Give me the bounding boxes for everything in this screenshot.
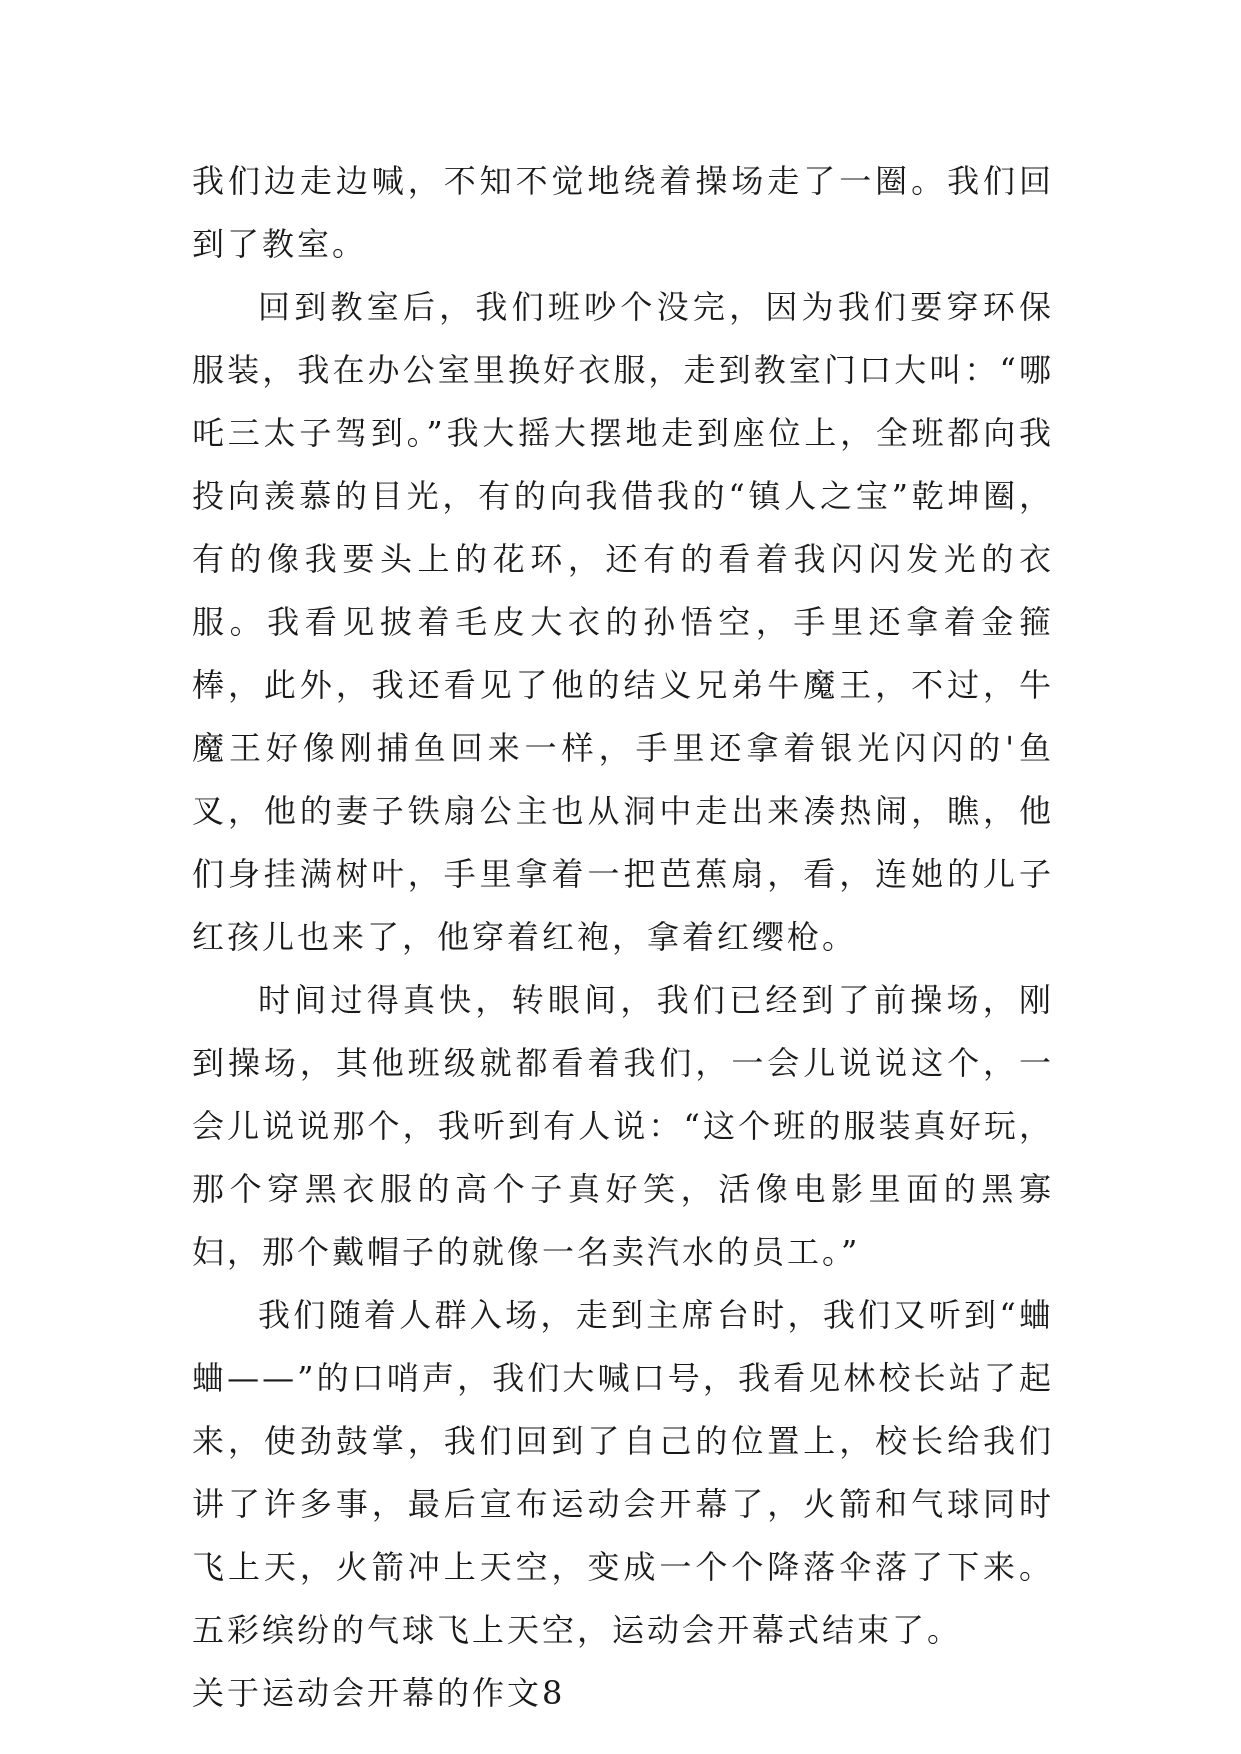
paragraph-3: 时间过得真快，转眼间，我们已经到了前操场，刚到操场，其他班级就都看着我们，一会儿说说这个，一会儿说说那个，我听到有人说：“这个班的服装真好玩，那个穿黑衣服的高个子真好笑，活像电影里面的黑寡妇，那个戴帽子的就像一名卖汽水的员工。” <box>192 981 1054 1271</box>
paragraph-1: 我们边走边喊，不知不觉地绕着操场走了一圈。我们回到了教室。 <box>192 162 1054 263</box>
essay-title: 关于运动会开幕的作文8 <box>192 1674 566 1712</box>
document-page <box>192 150 1054 1725</box>
paragraph-2: 回到教室后，我们班吵个没完，因为我们要穿环保服装，我在办公室里换好衣服，走到教室门口大叫：“哪吒三太子驾到。”我大摇大摆地走到座位上，全班都向我投向羡慕的目光，有的向我借我的“镇人之宝”乾坤圈，有的像我要头上的花环，还有的看着我闪闪发光的衣服。我看见披着毛皮大衣的孙悟空，手里还拿着金箍棒，此外，我还看见了他的结义兄弟牛魔王，不过，牛魔王好像刚捕鱼回来一样，手里还拿着银光闪闪的'鱼叉，他的妻子铁扇公主也从洞中走出来凑热闹，瞧，他们身挂满树叶，手里拿着一把芭蕉扇，看，连她的儿子红孩儿也来了，他穿着红袍，拿着红缨枪。 <box>192 288 1054 956</box>
paragraph-4: 我们随着人群入场，走到主席台时，我们又听到“蛐蛐——”的口哨声，我们大喊口号，我看见林校长站了起来，使劲鼓掌，我们回到了自己的位置上，校长给我们讲了许多事，最后宣布运动会开幕了，火箭和气球同时飞上天，火箭冲上天空，变成一个个降落伞落了下来。五彩缤纷的气球飞上天空，运动会开幕式结束了。 <box>192 1296 1054 1649</box>
